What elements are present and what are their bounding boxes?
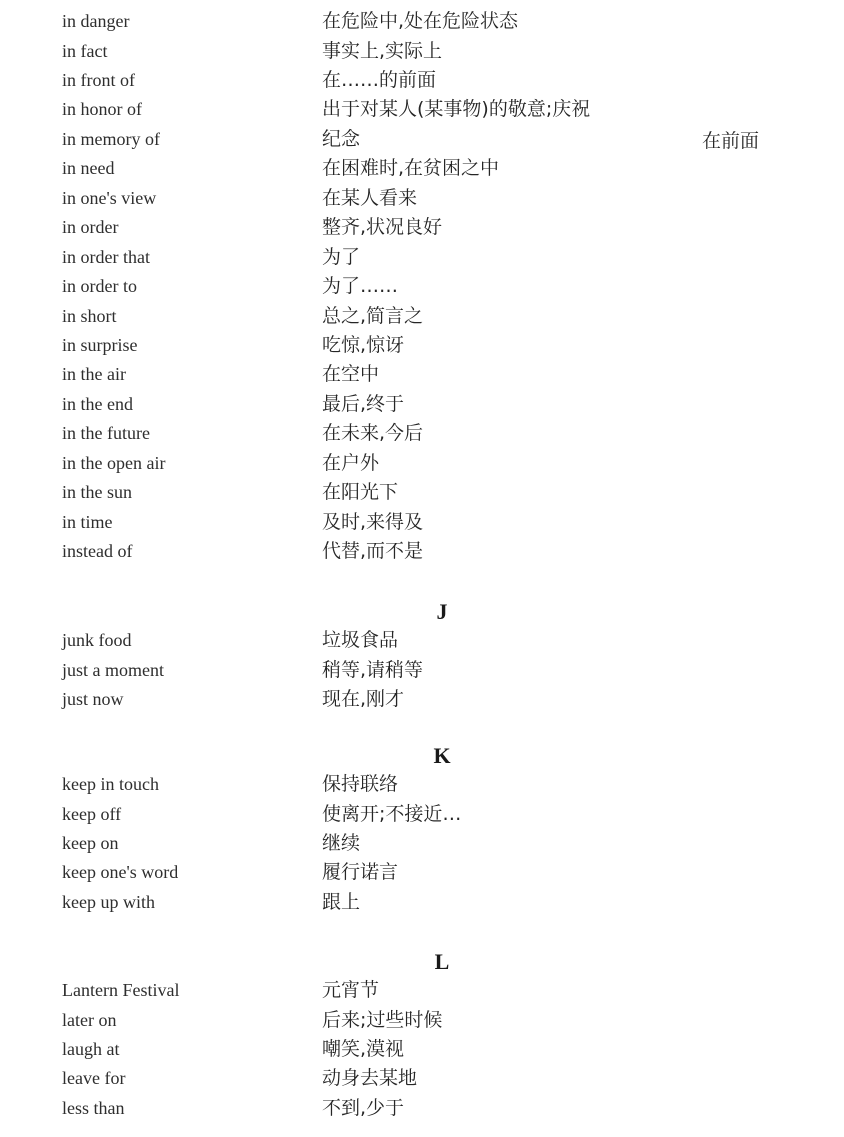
entry-translation: 为了…… [322,275,399,298]
entry-row [0,7,844,36]
entry-translation: 在空中 [322,363,380,386]
entry-phrase: in order that [62,246,150,267]
entry-phrase: in time [62,511,113,532]
entry-phrase: keep on [62,832,119,853]
entry-phrase: in honor of [62,99,142,120]
entry-row [0,125,844,154]
entry-phrase: keep one's word [62,862,179,883]
entry-translation: 在危险中,处在危险状态 [322,10,519,32]
entry-translation: 稍等,请稍等 [322,658,424,681]
entry-translation: 元宵节 [322,979,380,1001]
entry-translation: 不到,少于 [322,1096,405,1119]
entry-translation: 事实上,实际上 [322,39,443,62]
entry-row [0,154,844,183]
entry-row [0,685,844,714]
entry-translation: 在未来,今后 [322,422,424,445]
entry-row [0,478,844,507]
entry-phrase: in the sun [62,482,132,503]
entry-phrase: laugh at [62,1038,120,1059]
entry-row [0,390,844,419]
entry-phrase: in one's view [62,187,157,208]
entry-translation: 在困难时,在贫困之中 [322,157,500,180]
entry-phrase: leave for [62,1068,126,1089]
entry-phrase: less than [62,1097,125,1118]
entry-row [0,656,844,685]
entry-row [0,626,844,655]
entry-phrase: junk food [62,630,132,650]
entry-row [0,213,844,242]
entry-phrase: in surprise [62,334,138,355]
entry-row [0,829,844,858]
entry-translation: 最后,终于 [322,392,405,415]
entry-translation: 使离开;不接近… [322,802,462,825]
entry-phrase: in danger [62,11,130,31]
entry-row [0,272,844,301]
entry-phrase: in front of [62,69,135,90]
entry-row [0,66,844,95]
entry-translation: 继续 [322,831,361,854]
entry-translation: 动身去某地 [322,1067,418,1090]
section-letter-k: K [433,743,451,768]
entry-row [0,976,844,1005]
entry-row [0,243,844,272]
section-letter-l: L [434,949,450,974]
entry-row [0,770,844,799]
entry-row [0,1064,844,1093]
entry-translation: 在户外 [322,451,380,474]
entry-translation: 整齐,状况良好 [322,216,443,239]
entry-translation: 跟上 [322,890,361,913]
section-letter-j: J [436,599,448,624]
entry-translation: 在阳光下 [322,481,399,504]
entry-row [0,800,844,829]
entry-phrase: in the air [62,364,126,385]
entry-row [0,37,844,66]
entry-translation: 纪念 [322,127,361,150]
entry-phrase: keep off [62,803,122,824]
entry-row [0,508,844,537]
entry-translation: 在某人看来 [322,186,418,209]
entry-phrase: in order [62,217,119,238]
entry-row [0,95,844,124]
entry-phrase: in need [62,158,115,179]
entry-translation: 为了 [322,245,361,268]
side-note: 在前面 [702,130,760,152]
entry-translation: 代替,而不是 [322,540,424,563]
entry-phrase: in memory of [62,128,160,149]
entry-phrase: in the open air [62,452,166,473]
entry-phrase: Lantern Festival [62,980,180,1000]
entry-row [0,537,844,566]
entry-row [0,331,844,360]
entry-phrase: in fact [62,40,108,61]
entry-translation: 总之,简言之 [322,304,424,327]
entry-row [0,449,844,478]
entry-row [0,419,844,448]
entry-phrase: keep in touch [62,774,159,794]
entry-row [0,858,844,887]
entry-translation: 现在,刚才 [322,687,405,710]
entry-phrase: in short [62,305,117,326]
entry-translation: 履行诺言 [322,861,399,884]
entry-phrase: just now [62,688,124,709]
entry-translation: 吃惊,惊讶 [322,333,405,356]
entry-phrase: keep up with [62,891,155,912]
entry-phrase: later on [62,1009,117,1030]
entry-translation: 后来;过些时候 [322,1008,443,1031]
entry-phrase: in the future [62,423,150,444]
entry-row [0,302,844,331]
entry-translation: 嘲笑,漠视 [322,1037,405,1060]
entry-translation: 保持联络 [322,773,399,795]
entry-translation: 出于对某人(某事物)的敬意;庆祝 [322,98,591,121]
entry-phrase: in order to [62,276,137,297]
entry-translation: 在……的前面 [322,68,437,91]
entry-translation: 及时,来得及 [322,510,424,533]
entry-row [0,1006,844,1035]
entry-row [0,1035,844,1064]
entry-row [0,360,844,389]
entry-row [0,1094,844,1123]
entry-row [0,184,844,213]
entry-row [0,888,844,917]
entry-phrase: just a moment [62,659,164,680]
entry-translation: 垃圾食品 [322,629,399,651]
entry-phrase: instead of [62,541,133,562]
entry-phrase: in the end [62,393,133,414]
